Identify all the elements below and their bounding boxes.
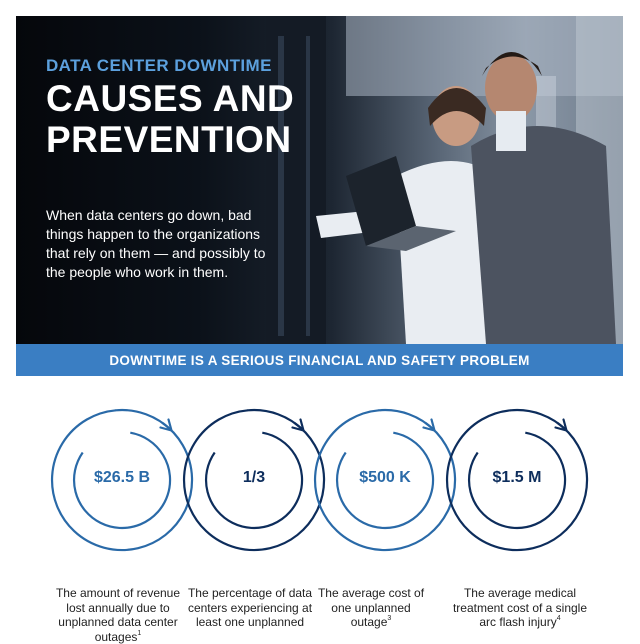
stat-desc-text: The amount of revenue lost annually due to unplanned data center outages: [55, 586, 181, 644]
stat-value-revenue: $26.5 B: [93, 469, 151, 486]
eyebrow-heading: DATA CENTER DOWNTIME: [46, 56, 272, 75]
stat-value-injury-cost: $1.5 M: [492, 469, 542, 486]
hero-banner: [16, 16, 623, 344]
arrow-icon: [248, 410, 304, 430]
stat-desc-text: The average cost of one unplanned outage: [317, 586, 425, 629]
hero-heading-group: [46, 56, 346, 160]
stat-desc-revenue: [48, 586, 188, 644]
stat-desc-percentage: [180, 586, 320, 630]
stat-desc-text: The average medical treatment cost of a single arc flash injury: [452, 586, 588, 629]
stat-value-percentage: 1/3: [242, 469, 266, 486]
stat-desc-outage-cost: [313, 586, 429, 630]
page-title-line-2: PREVENTION: [46, 119, 292, 160]
intro-paragraph: When data centers go down, bad things happen to the organizations that rely on them — and possibly to the people who work in them.: [46, 207, 266, 280]
page-title-line-1: CAUSES AND: [46, 78, 295, 119]
footnote-marker: 4: [556, 615, 561, 622]
section-banner: DOWNTIME IS A SERIOUS FINANCIAL AND SAFETY PROBLEM: [16, 344, 623, 376]
footnote-marker: 1: [137, 629, 142, 637]
stat-value-outage-cost: $500 K: [359, 469, 411, 486]
footnote-marker: 3: [387, 615, 392, 622]
stat-desc-injury-cost: [450, 586, 590, 630]
arrow-icon: [511, 410, 567, 430]
stat-desc-text: The percentage of data centers experiencing at least one unplanned: [187, 586, 313, 629]
arrow-icon: [116, 410, 172, 430]
arrow-icon: [379, 410, 435, 430]
